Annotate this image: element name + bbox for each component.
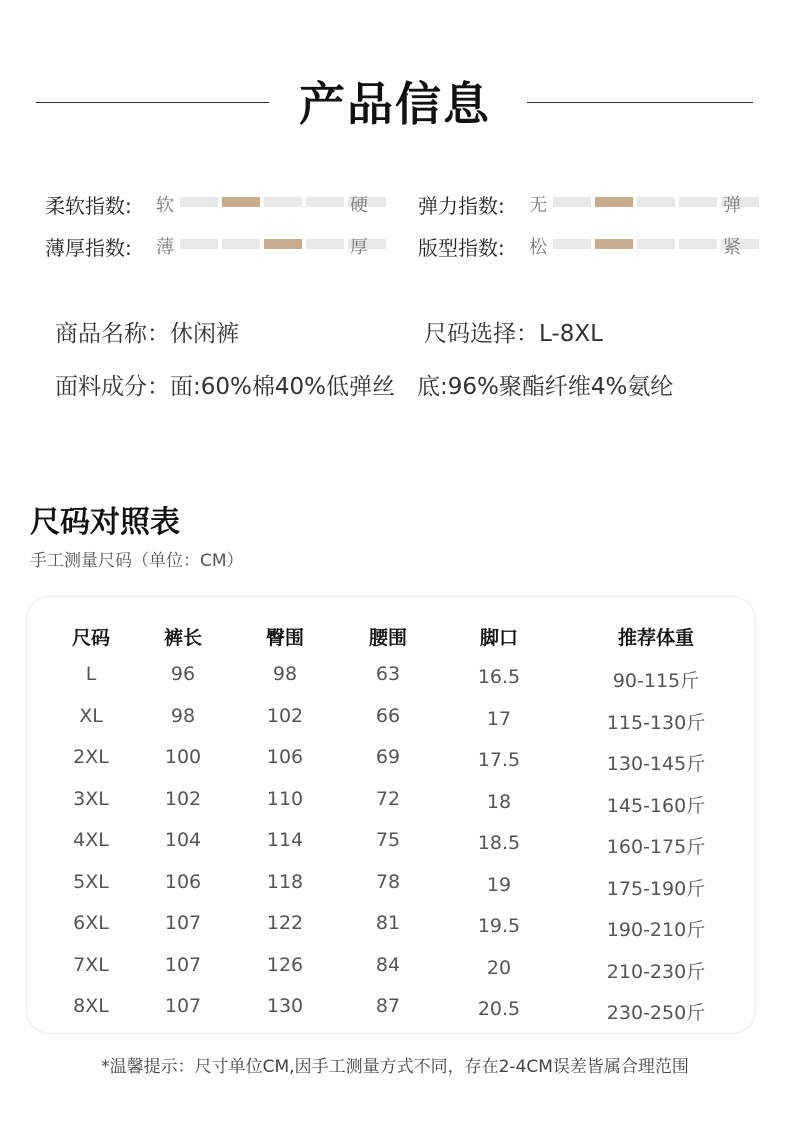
table-cell: 5XL	[73, 870, 109, 893]
index-segment	[306, 239, 344, 249]
table-cell: 2XL	[73, 746, 109, 768]
index-label: 弹力指数:	[418, 194, 505, 218]
page-title: 产品信息	[299, 77, 491, 131]
index-segment	[553, 197, 591, 207]
table-cell: 81	[375, 912, 401, 934]
fabric-base: 底:96%聚酯纤维4%氨纶	[417, 374, 674, 400]
column-header: 腰围	[368, 627, 408, 649]
index-segment	[637, 197, 675, 207]
index-left-label: 无	[529, 195, 547, 216]
index-segment	[553, 239, 591, 249]
index-segment	[679, 197, 717, 207]
table-cell: 17	[486, 707, 512, 730]
table-cell: 87	[375, 995, 401, 1017]
table-cell: 98	[272, 663, 298, 685]
index-right-label: 硬	[350, 195, 368, 216]
table-cell: 210-230斤	[606, 960, 706, 983]
table-cell: 107	[164, 953, 202, 976]
table-cell: 102	[164, 787, 202, 810]
index-segment	[306, 197, 344, 207]
index-segment-active	[222, 197, 260, 207]
table-cell: 107	[164, 995, 202, 1017]
index-left-label: 薄	[156, 237, 174, 258]
table-cell: 96	[170, 663, 196, 685]
table-cell: 160-175斤	[606, 836, 706, 858]
index-segment-active	[264, 239, 302, 249]
table-cell: 100	[164, 746, 202, 768]
table-cell: 7XL	[73, 953, 109, 976]
column-header: 臀围	[265, 627, 305, 649]
index-label: 版型指数:	[418, 236, 505, 260]
table-cell: 84	[375, 953, 401, 976]
product-name: 商品名称：休闲裤	[55, 321, 239, 347]
table-cell: 118	[266, 870, 304, 893]
table-cell: 145-160斤	[606, 794, 706, 817]
index-segment	[264, 197, 302, 207]
index-segment-active	[595, 197, 633, 207]
table-cell: 126	[266, 953, 304, 976]
table-cell: 75	[375, 829, 401, 851]
table-cell: 69	[375, 746, 401, 768]
table-cell: 114	[266, 829, 304, 851]
table-cell: 20	[486, 956, 512, 979]
table-cell: 115-130斤	[606, 711, 706, 734]
index-left-label: 软	[156, 195, 174, 216]
index-segment	[637, 239, 675, 249]
fabric-composition	[55, 368, 673, 401]
table-cell: 190-210斤	[606, 919, 706, 941]
table-cell: 122	[266, 912, 304, 934]
index-right-label: 弹	[723, 195, 741, 216]
table-cell: 16.5	[477, 666, 521, 688]
table-cell: 78	[375, 870, 401, 893]
table-cell: 18	[486, 790, 512, 813]
table-cell: 17.5	[477, 749, 521, 771]
index-right-label: 厚	[350, 237, 368, 258]
column-header: 尺码	[71, 627, 111, 649]
index-segment	[679, 239, 717, 249]
column-header: 裤长	[163, 627, 203, 649]
index-right-label: 紧	[723, 237, 741, 258]
table-cell: 20.5	[477, 998, 521, 1020]
table-cell: 98	[170, 704, 196, 727]
size-table-title: 尺码对照表	[30, 505, 180, 540]
size-table-subtitle: 手工测量尺码（单位：CM）	[30, 551, 244, 571]
table-cell: 130-145斤	[606, 753, 706, 775]
table-cell: 230-250斤	[606, 1002, 706, 1024]
index-label: 柔软指数:	[45, 194, 132, 218]
measurement-note: *温馨提示：尺寸单位CM,因手工测量方式不同，存在2-4CM误差皆属合理范围	[101, 1057, 689, 1077]
table-cell: 3XL	[73, 787, 109, 810]
index-segment	[180, 239, 218, 249]
fabric-face: 面:60%棉40%低弹丝	[170, 374, 395, 400]
table-cell: 18.5	[477, 832, 521, 854]
table-cell: L	[85, 663, 97, 685]
table-cell: 19	[486, 873, 512, 896]
table-cell: 102	[266, 704, 304, 727]
table-cell: 104	[164, 829, 202, 851]
column-header: 脚口	[479, 627, 519, 649]
table-cell: 110	[266, 787, 304, 810]
table-cell: 90-115斤	[612, 670, 700, 692]
table-cell: 175-190斤	[606, 877, 706, 900]
size-table-card	[26, 596, 756, 1034]
table-cell: 6XL	[73, 912, 109, 934]
table-cell: 66	[375, 704, 401, 727]
index-left-label: 松	[529, 237, 547, 258]
table-cell: 63	[375, 663, 401, 685]
table-cell: 130	[266, 995, 304, 1017]
header-line-right	[527, 102, 753, 103]
table-cell: 72	[375, 787, 401, 810]
table-cell: XL	[79, 704, 103, 727]
column-header: 推荐体重	[617, 627, 695, 649]
table-cell: 8XL	[73, 995, 109, 1017]
table-cell: 106	[266, 746, 304, 768]
index-segment	[222, 239, 260, 249]
table-cell: 107	[164, 912, 202, 934]
table-cell: 4XL	[73, 829, 109, 851]
index-label: 薄厚指数:	[45, 236, 132, 260]
table-cell: 19.5	[477, 915, 521, 937]
index-segment-active	[595, 239, 633, 249]
size-range: 尺码选择：L-8XL	[424, 321, 603, 347]
fabric-label: 面料成分：	[55, 374, 170, 400]
table-cell: 106	[164, 870, 202, 893]
index-segment	[180, 197, 218, 207]
